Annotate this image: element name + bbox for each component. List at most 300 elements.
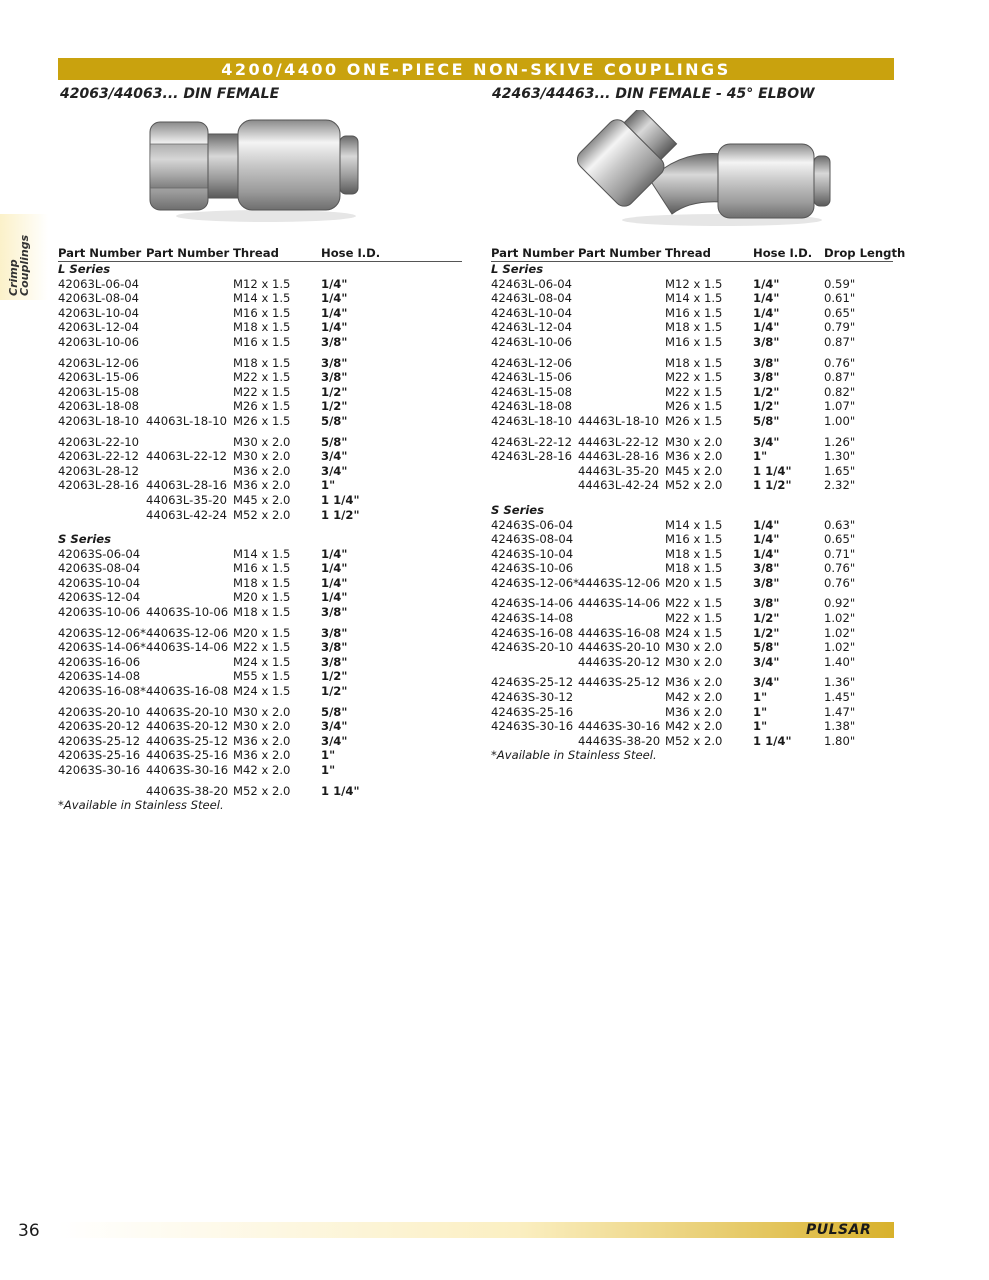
- table-row: [491, 626, 893, 641]
- table-row: [58, 335, 462, 350]
- hose-id-cell: 1/4": [321, 546, 348, 561]
- hose-id-cell: 3/8": [321, 334, 348, 349]
- table-row: [58, 605, 462, 620]
- thread-cell: M36 x 2.0: [665, 675, 723, 690]
- drop-length-cell: 1.80": [824, 733, 856, 748]
- drop-length-cell: 1.02": [824, 640, 856, 655]
- part-number-cell: 42463L-15-06: [491, 370, 573, 385]
- thread-cell: M22 x 1.5: [233, 370, 291, 385]
- part-number-cell: 42463S-12-06*: [491, 575, 579, 590]
- series-label: L Series: [491, 262, 544, 276]
- drop-length-cell: 0.87": [824, 334, 856, 349]
- table-row: [491, 435, 893, 450]
- thread-cell: M36 x 2.0: [665, 449, 723, 464]
- table-row: [58, 784, 462, 799]
- thread-cell: M12 x 1.5: [233, 276, 291, 291]
- alt-part-number-cell: 44063L-35-20: [146, 492, 228, 507]
- thread-cell: M30 x 2.0: [233, 704, 291, 719]
- table-row: [58, 320, 462, 335]
- drop-length-cell: 1.26": [824, 434, 856, 449]
- table-row: [58, 478, 462, 493]
- part-number-cell: 42463L-22-12: [491, 434, 573, 449]
- table-row: [58, 385, 462, 400]
- part-number-cell: 42063L-15-06: [58, 370, 140, 385]
- part-number-cell: 42463L-10-04: [491, 305, 573, 320]
- hose-id-cell: 3/4": [321, 719, 348, 734]
- header-thread: Thread: [665, 246, 711, 260]
- thread-cell: M16 x 1.5: [233, 561, 291, 576]
- hose-id-cell: 3/4": [753, 675, 780, 690]
- thread-cell: M22 x 1.5: [233, 640, 291, 655]
- alt-part-number-cell: 44463S-20-10: [578, 640, 661, 655]
- part-number-cell: 42063S-30-16: [58, 763, 141, 777]
- header-hose-id: Hose I.D.: [321, 246, 381, 260]
- alt-part-number-cell: 44463S-20-12: [578, 654, 661, 669]
- part-number-cell: 42463S-25-12: [491, 675, 574, 690]
- right-parts-table: [491, 246, 906, 763]
- thread-cell: M45 x 2.0: [233, 492, 291, 507]
- thread-cell: M24 x 1.5: [233, 684, 291, 699]
- alt-part-number-cell: 44063L-42-24: [146, 507, 228, 522]
- alt-part-number-cell: 44463L-35-20: [578, 463, 660, 478]
- table-row: [58, 705, 462, 720]
- alt-part-number-cell: 44463L-18-10: [578, 413, 660, 428]
- table-row: [491, 675, 893, 690]
- hose-id-cell: 5/8": [321, 434, 348, 449]
- footer-bar: [58, 1222, 894, 1238]
- hose-id-cell: 1/4": [753, 532, 780, 547]
- part-number-cell: 42463L-10-06: [491, 334, 573, 349]
- din-female-45-elbow-fitting-image: [572, 110, 832, 228]
- part-number-cell: 42463S-14-08: [491, 611, 574, 626]
- table-row: [491, 335, 893, 350]
- part-number-cell: 42463S-10-04: [491, 546, 574, 561]
- table-row: [58, 493, 462, 508]
- thread-cell: M26 x 1.5: [665, 399, 723, 414]
- part-number-cell: 42063S-25-16: [58, 748, 141, 763]
- hose-id-cell: 1/4": [753, 276, 780, 291]
- hose-id-cell: 1 1/2": [321, 507, 360, 522]
- thread-cell: M18 x 1.5: [665, 546, 723, 561]
- stainless-note: *Available in Stainless Steel.: [491, 748, 657, 763]
- thread-cell: M52 x 2.0: [665, 733, 723, 748]
- thread-cell: M16 x 1.5: [665, 532, 723, 547]
- part-number-cell: 42463L-28-16: [491, 449, 573, 464]
- hose-id-cell: 3/8": [753, 596, 780, 611]
- alt-part-number-cell: 44063S-20-10: [146, 704, 229, 719]
- table-row: [491, 640, 893, 655]
- table-row: [491, 518, 893, 533]
- hose-id-cell: 3/4": [753, 654, 780, 669]
- hose-id-cell: 3/8": [753, 334, 780, 349]
- part-number-cell: 42463L-08-04: [491, 291, 573, 306]
- table-row: [58, 748, 462, 763]
- hose-id-cell: 1": [753, 690, 768, 705]
- hose-id-cell: 1/4": [321, 276, 348, 291]
- alt-part-number-cell: 44463S-12-06: [578, 575, 661, 590]
- alt-part-number-cell: 44063S-25-16: [146, 748, 229, 763]
- table-row: [491, 356, 893, 371]
- table-row: [491, 690, 893, 705]
- table-row: [491, 320, 893, 335]
- hose-id-cell: 1/4": [321, 575, 348, 590]
- table-row: [58, 508, 462, 523]
- table-row: [58, 306, 462, 321]
- part-number-cell: 42463L-06-04: [491, 276, 573, 291]
- part-number-cell: 42063S-14-08: [58, 669, 141, 684]
- drop-length-cell: 0.92": [824, 596, 856, 611]
- hose-id-cell: 1": [753, 449, 768, 464]
- table-row: [491, 561, 893, 576]
- side-tab: [0, 214, 48, 300]
- alt-part-number-cell: 44063S-16-08: [146, 684, 229, 699]
- header-part-number-42063: Part Number: [58, 246, 142, 260]
- table-row: [491, 277, 893, 292]
- table-row: [58, 590, 462, 605]
- hose-id-cell: 1 1/4": [753, 733, 792, 748]
- hose-id-cell: 1 1/4": [321, 783, 360, 798]
- part-number-cell: 42463L-12-04: [491, 320, 573, 335]
- table-row: [58, 655, 462, 670]
- table-row: [58, 684, 462, 699]
- drop-length-cell: 1.40": [824, 654, 856, 669]
- thread-cell: M36 x 2.0: [233, 748, 291, 763]
- drop-length-cell: 1.45": [824, 690, 856, 705]
- hose-id-cell: 3/8": [321, 625, 348, 640]
- hose-id-cell: 1/2": [321, 384, 348, 399]
- hose-id-cell: 3/8": [753, 370, 780, 385]
- hose-id-cell: 1/4": [321, 305, 348, 320]
- table-row: [491, 464, 893, 479]
- page-banner: 4200/4400 ONE-PIECE NON-SKIVE COUPLINGS: [58, 58, 894, 80]
- drop-length-cell: 0.65": [824, 305, 856, 320]
- alt-part-number-cell: 44463S-25-12: [578, 675, 661, 690]
- page-number: 36: [18, 1221, 40, 1241]
- drop-length-cell: 0.76": [824, 561, 856, 576]
- table-row: [58, 399, 462, 414]
- table-row: [58, 291, 462, 306]
- hose-id-cell: 1/4": [753, 517, 780, 532]
- header-part-number-42463: Part Number: [491, 246, 575, 260]
- table-row: [58, 734, 462, 749]
- header-part-number-44463: Part Number: [578, 246, 662, 260]
- part-number-cell: 42063S-10-06: [58, 605, 141, 620]
- left-table-body: [58, 262, 462, 798]
- thread-cell: M30 x 2.0: [233, 434, 291, 449]
- table-row: [491, 478, 893, 493]
- drop-length-cell: 1.65": [824, 463, 856, 478]
- hose-id-cell: 1": [321, 763, 336, 777]
- table-row: [491, 655, 893, 670]
- part-number-cell: 42063L-15-08: [58, 384, 140, 399]
- brand-logo: PULSAR: [806, 1222, 872, 1238]
- drop-length-cell: 0.63": [824, 517, 856, 532]
- table-row: [491, 611, 893, 626]
- stainless-note: *Available in Stainless Steel.: [58, 798, 224, 813]
- table-row: [491, 734, 893, 749]
- thread-cell: M14 x 1.5: [233, 546, 291, 561]
- left-parts-table: [58, 246, 462, 813]
- table-row: [491, 291, 893, 306]
- thread-cell: M36 x 2.0: [233, 463, 291, 478]
- din-female-straight-fitting-image: [146, 112, 366, 224]
- side-tab-line-1: Crimp: [7, 259, 20, 296]
- thread-cell: M30 x 2.0: [665, 654, 723, 669]
- left-section-title: 42063/44063... DIN FEMALE: [60, 86, 280, 102]
- drop-length-cell: 0.59": [824, 276, 856, 291]
- hose-id-cell: 3/8": [321, 654, 348, 669]
- alt-part-number-cell: 44463S-30-16: [578, 719, 661, 734]
- part-number-cell: 42063L-08-04: [58, 291, 140, 306]
- drop-length-cell: 1.36": [824, 675, 856, 690]
- hose-id-cell: 1/4": [321, 320, 348, 335]
- table-row: [58, 435, 462, 450]
- thread-cell: M14 x 1.5: [233, 291, 291, 306]
- alt-part-number-cell: 44063S-30-16: [146, 763, 229, 777]
- part-number-cell: 42463S-20-10: [491, 640, 574, 655]
- table-row: [58, 356, 462, 371]
- thread-cell: M18 x 1.5: [233, 355, 291, 370]
- part-number-cell: 42063L-12-06: [58, 355, 140, 370]
- thread-cell: M42 x 2.0: [233, 763, 291, 777]
- hose-id-cell: 1 1/2": [753, 478, 792, 493]
- alt-part-number-cell: 44463L-22-12: [578, 434, 660, 449]
- table-row: [58, 277, 462, 292]
- part-number-cell: 42463S-10-06: [491, 561, 574, 576]
- part-number-cell: 42063S-16-06: [58, 654, 141, 669]
- hose-id-cell: 3/8": [753, 575, 780, 590]
- left-table-header: [58, 246, 462, 262]
- hose-id-cell: 3/4": [321, 733, 348, 748]
- drop-length-cell: 0.65": [824, 532, 856, 547]
- thread-cell: M22 x 1.5: [665, 384, 723, 399]
- header-thread: Thread: [233, 246, 279, 260]
- hose-id-cell: 3/4": [753, 434, 780, 449]
- drop-length-cell: 1.30": [824, 449, 856, 464]
- thread-cell: M52 x 2.0: [233, 783, 291, 798]
- table-row: [58, 370, 462, 385]
- part-number-cell: 42063S-14-06*: [58, 640, 146, 655]
- thread-cell: M16 x 1.5: [665, 334, 723, 349]
- hose-id-cell: 3/8": [321, 640, 348, 655]
- thread-cell: M36 x 2.0: [233, 478, 291, 493]
- hose-id-cell: 1/2": [753, 611, 780, 626]
- table-row: [58, 561, 462, 576]
- hose-id-cell: 1": [321, 748, 336, 763]
- hose-id-cell: 5/8": [753, 640, 780, 655]
- hose-id-cell: 1/4": [753, 546, 780, 561]
- drop-length-cell: 1.02": [824, 625, 856, 640]
- alt-part-number-cell: 44063S-10-06: [146, 605, 229, 620]
- part-number-cell: 42063L-22-12: [58, 449, 140, 464]
- alt-part-number-cell: 44463L-42-24: [578, 478, 660, 493]
- table-row: [58, 414, 462, 429]
- table-row: [58, 547, 462, 562]
- part-number-cell: 42063S-25-12: [58, 733, 141, 748]
- part-number-cell: 42463L-18-08: [491, 399, 573, 414]
- thread-cell: M14 x 1.5: [665, 517, 723, 532]
- alt-part-number-cell: 44063S-25-12: [146, 733, 229, 748]
- hose-id-cell: 3/4": [321, 449, 348, 464]
- hose-id-cell: 1 1/4": [321, 492, 360, 507]
- thread-cell: M55 x 1.5: [233, 669, 291, 684]
- alt-part-number-cell: 44063L-28-16: [146, 478, 228, 493]
- table-row: [491, 596, 893, 611]
- hose-id-cell: 1/4": [753, 320, 780, 335]
- hose-id-cell: 1/4": [321, 291, 348, 306]
- part-number-cell: 42463L-12-06: [491, 355, 573, 370]
- thread-cell: M20 x 1.5: [233, 625, 291, 640]
- part-number-cell: 42463S-25-16: [491, 704, 574, 719]
- hose-id-cell: 1": [753, 719, 768, 734]
- thread-cell: M22 x 1.5: [665, 611, 723, 626]
- drop-length-cell: 2.32": [824, 478, 856, 493]
- thread-cell: M24 x 1.5: [233, 654, 291, 669]
- right-section-title: 42463/44463... DIN FEMALE - 45° ELBOW: [492, 86, 815, 102]
- hose-id-cell: 5/8": [753, 413, 780, 428]
- alt-part-number-cell: 44063S-14-06: [146, 640, 229, 655]
- hose-id-cell: 3/8": [321, 370, 348, 385]
- drop-length-cell: 0.79": [824, 320, 856, 335]
- table-row: [491, 576, 893, 591]
- alt-part-number-cell: 44063L-22-12: [146, 449, 228, 464]
- thread-cell: M26 x 1.5: [233, 413, 291, 428]
- table-row: [58, 576, 462, 591]
- thread-cell: M42 x 2.0: [665, 719, 723, 734]
- alt-part-number-cell: 44063S-12-06: [146, 625, 229, 640]
- series-label: S Series: [58, 532, 112, 547]
- thread-cell: M30 x 2.0: [665, 434, 723, 449]
- part-number-cell: 42063S-12-06*: [58, 625, 146, 640]
- table-row: [58, 449, 462, 464]
- hose-id-cell: 1/4": [753, 305, 780, 320]
- part-number-cell: 42463S-30-12: [491, 690, 574, 705]
- part-number-cell: 42063L-12-04: [58, 320, 140, 335]
- drop-length-cell: 0.76": [824, 575, 856, 590]
- thread-cell: M18 x 1.5: [233, 605, 291, 620]
- thread-cell: M36 x 2.0: [665, 704, 723, 719]
- part-number-cell: 42063L-18-08: [58, 399, 140, 414]
- hose-id-cell: 3/8": [321, 605, 348, 620]
- drop-length-cell: 0.71": [824, 546, 856, 561]
- hose-id-cell: 1/2": [321, 669, 348, 684]
- thread-cell: M22 x 1.5: [233, 384, 291, 399]
- header-hose-id: Hose I.D.: [753, 246, 813, 260]
- part-number-cell: 42063S-08-04: [58, 561, 141, 576]
- drop-length-cell: 1.07": [824, 399, 856, 414]
- thread-cell: M16 x 1.5: [665, 305, 723, 320]
- drop-length-cell: 1.38": [824, 719, 856, 734]
- hose-id-cell: 1/2": [321, 684, 348, 699]
- thread-cell: M12 x 1.5: [665, 276, 723, 291]
- thread-cell: M14 x 1.5: [665, 291, 723, 306]
- thread-cell: M26 x 1.5: [233, 399, 291, 414]
- thread-cell: M30 x 2.0: [665, 640, 723, 655]
- table-row: [491, 532, 893, 547]
- thread-cell: M42 x 2.0: [665, 690, 723, 705]
- part-number-cell: 42463S-16-08: [491, 625, 574, 640]
- hose-id-cell: 1/2": [753, 384, 780, 399]
- table-row: [58, 640, 462, 655]
- hose-id-cell: 1/4": [753, 291, 780, 306]
- hose-id-cell: 1": [753, 704, 768, 719]
- hose-id-cell: 1/2": [753, 625, 780, 640]
- thread-cell: M16 x 1.5: [233, 334, 291, 349]
- alt-part-number-cell: 44463S-14-06: [578, 596, 661, 611]
- alt-part-number-cell: 44063S-20-12: [146, 719, 229, 734]
- hose-id-cell: 1/2": [321, 399, 348, 414]
- hose-id-cell: 5/8": [321, 413, 348, 428]
- thread-cell: M16 x 1.5: [233, 305, 291, 320]
- thread-cell: M45 x 2.0: [665, 463, 723, 478]
- table-row: [491, 306, 893, 321]
- thread-cell: M18 x 1.5: [665, 355, 723, 370]
- table-row: [491, 705, 893, 720]
- thread-cell: M18 x 1.5: [233, 575, 291, 590]
- part-number-cell: 42463L-18-10: [491, 413, 573, 428]
- part-number-cell: 42463S-30-16: [491, 719, 574, 734]
- thread-cell: M18 x 1.5: [665, 320, 723, 335]
- table-row: [491, 370, 893, 385]
- header-drop-length: Drop Length: [824, 246, 906, 260]
- hose-id-cell: 1/4": [321, 590, 348, 605]
- table-row: [491, 449, 893, 464]
- right-table-header: [491, 246, 906, 262]
- part-number-cell: 42463S-14-06: [491, 596, 574, 611]
- hose-id-cell: 3/4": [321, 463, 348, 478]
- part-number-cell: 42063S-06-04: [58, 546, 141, 561]
- series-label: L Series: [58, 262, 111, 276]
- thread-cell: M30 x 2.0: [233, 449, 291, 464]
- thread-cell: M24 x 1.5: [665, 625, 723, 640]
- drop-length-cell: 1.00": [824, 413, 856, 428]
- table-row: [491, 719, 893, 734]
- header-part-number-44063: Part Number: [146, 246, 230, 260]
- part-number-cell: 42463L-15-08: [491, 384, 573, 399]
- side-tab-line-2: Couplings: [18, 234, 31, 296]
- drop-length-cell: 0.87": [824, 370, 856, 385]
- thread-cell: M52 x 2.0: [233, 507, 291, 522]
- drop-length-cell: 0.61": [824, 291, 856, 306]
- part-number-cell: 42063S-10-04: [58, 575, 141, 590]
- alt-part-number-cell: 44463L-28-16: [578, 449, 660, 464]
- alt-part-number-cell: 44063L-18-10: [146, 413, 228, 428]
- hose-id-cell: 3/8": [753, 561, 780, 576]
- series-label: S Series: [491, 502, 545, 517]
- thread-cell: M20 x 1.5: [233, 590, 291, 605]
- thread-cell: M18 x 1.5: [233, 320, 291, 335]
- part-number-cell: 42063S-20-10: [58, 704, 141, 719]
- drop-length-cell: 1.47": [824, 704, 856, 719]
- thread-cell: M30 x 2.0: [233, 719, 291, 734]
- hose-id-cell: 5/8": [321, 704, 348, 719]
- table-row: [58, 719, 462, 734]
- hose-id-cell: 3/8": [753, 355, 780, 370]
- hose-id-cell: 3/8": [321, 355, 348, 370]
- thread-cell: M22 x 1.5: [665, 370, 723, 385]
- drop-length-cell: 1.02": [824, 611, 856, 626]
- part-number-cell: 42063L-28-12: [58, 463, 140, 478]
- part-number-cell: 42063S-20-12: [58, 719, 141, 734]
- hose-id-cell: 1": [321, 478, 336, 493]
- right-table-body: [491, 262, 893, 748]
- part-number-cell: 42063L-22-10: [58, 434, 140, 449]
- alt-part-number-cell: 44463S-16-08: [578, 625, 661, 640]
- part-number-cell: 42463S-08-04: [491, 532, 574, 547]
- hose-id-cell: 1/2": [753, 399, 780, 414]
- thread-cell: M22 x 1.5: [665, 596, 723, 611]
- table-row: [58, 669, 462, 684]
